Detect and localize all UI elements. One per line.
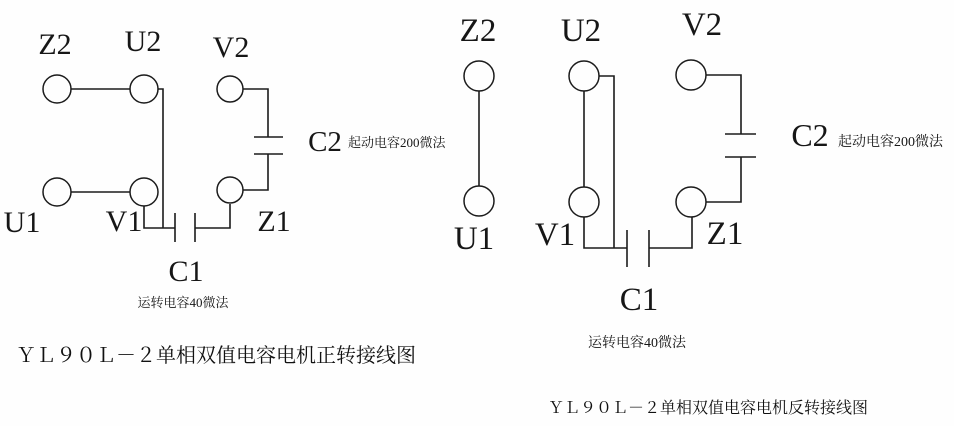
terminal-v1 [130, 178, 158, 206]
terminal-label-u1: U1 [3, 206, 41, 239]
terminal-label-u2: U2 [560, 13, 602, 49]
terminal-label-z1: Z1 [257, 205, 291, 238]
reverse-diagram-caption: ＹＬ９０Ｌ－２单相双值电容电机反转接线图 [547, 400, 869, 417]
wire-c1-to-z1 [649, 217, 692, 248]
capacitor-label-c1: C1 [168, 255, 204, 288]
terminal-label-u2: U2 [124, 25, 162, 58]
terminal-v2 [676, 60, 706, 90]
wire-v1-to-c1 [144, 206, 175, 228]
wire-c1-to-z1 [195, 204, 230, 228]
forward-diagram-caption: ＹＬ９０Ｌ－２单相双值电容电机正转接线图 [16, 345, 416, 367]
wire-v2-to-c2 [706, 75, 741, 134]
terminal-z1 [676, 187, 706, 217]
wire-c2-to-z1 [706, 157, 741, 202]
terminal-u1 [464, 186, 494, 216]
terminal-v1 [569, 187, 599, 217]
forward-wiring-diagram [4, 25, 447, 367]
wire-u2-branch-to-c1 [158, 89, 163, 228]
terminal-label-z2: Z2 [459, 13, 497, 49]
wire-v2-to-c2 [243, 89, 268, 137]
reverse-wiring-diagram [454, 7, 944, 417]
terminal-z2 [464, 61, 494, 91]
terminal-z1 [217, 177, 243, 203]
terminal-label-u1: U1 [453, 221, 495, 257]
terminal-u2 [130, 75, 158, 103]
capacitor-note-c1: 运转电容40微法 [137, 295, 229, 310]
terminal-label-z1: Z1 [706, 216, 744, 252]
capacitor-note-c2: 起动电容200微法 [348, 135, 446, 150]
wire-v1-to-c1 [584, 217, 627, 248]
capacitor-note-c1: 运转电容40微法 [588, 336, 686, 351]
terminal-label-z2: Z2 [38, 28, 72, 61]
terminal-label-v1: V1 [105, 205, 143, 238]
capacitor-label-c1: C1 [619, 282, 659, 318]
terminal-label-v2: V2 [212, 31, 250, 64]
capacitor-label-c2: C2 [308, 126, 342, 158]
terminal-u1 [43, 178, 71, 206]
terminal-v2 [217, 76, 243, 102]
terminal-label-v2: V2 [681, 7, 723, 43]
wire-u2-branch-to-c1 [599, 76, 614, 248]
capacitor-label-c2: C2 [791, 117, 829, 153]
terminal-u2 [569, 61, 599, 91]
wire-c2-to-z1 [243, 154, 268, 190]
capacitor-note-c2: 起动电容200微法 [838, 135, 943, 150]
terminal-z2 [43, 75, 71, 103]
terminal-label-v1: V1 [534, 217, 576, 253]
